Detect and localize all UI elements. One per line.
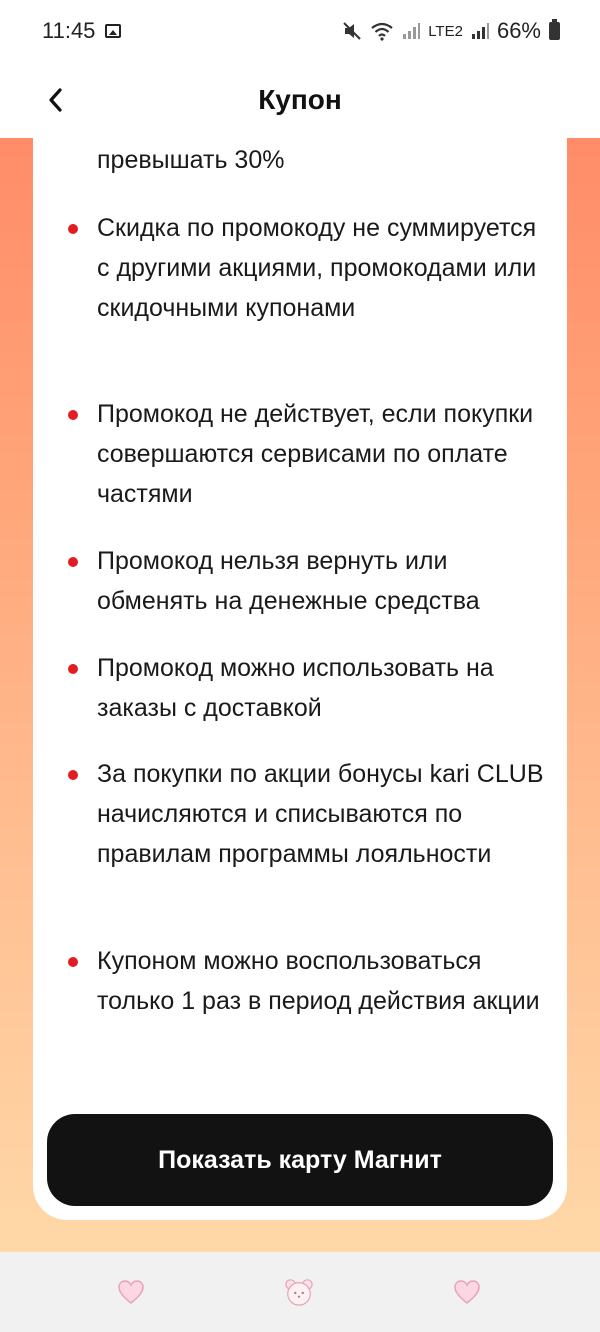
bullet-icon — [68, 557, 78, 567]
status-left — [42, 18, 121, 44]
header — [0, 62, 600, 138]
signal-icon — [471, 22, 489, 40]
rule-text: Промокод не действует, если покупки совершаются сервисами по оплате частями — [97, 400, 534, 508]
wifi-icon — [370, 21, 394, 41]
page-title: Купон — [258, 84, 342, 115]
signal-icon — [402, 22, 420, 40]
bullet-icon — [68, 224, 78, 234]
bullet-icon — [68, 664, 78, 674]
heart-icon[interactable] — [452, 1278, 482, 1306]
gallery-icon — [105, 24, 121, 38]
status-time: 11:45 — [42, 18, 96, 43]
battery-percent: 66% — [496, 18, 541, 43]
bear-icon[interactable] — [284, 1278, 314, 1306]
status-bar — [0, 0, 600, 62]
coupon-card — [33, 138, 567, 1220]
rule-text: Промокод нельзя вернуть или обменять на денежные средства — [97, 547, 480, 615]
rule-text: За покупки по акции бонусы kari CLUB начисляются и списываются по правилам программы лояльности — [97, 760, 544, 868]
bullet-icon — [68, 770, 78, 780]
battery-icon — [549, 22, 560, 40]
chevron-left-icon — [46, 86, 66, 114]
network-type: LTE2 — [428, 22, 463, 40]
heart-icon[interactable] — [116, 1278, 146, 1306]
rule-text: Купоном можно воспользоваться только 1 раз в период действия акции — [97, 947, 540, 1015]
bullet-icon — [68, 410, 78, 420]
back-button[interactable] — [38, 80, 74, 120]
rule-text: Промокод можно использовать на заказы с доставкой — [97, 654, 494, 722]
bottom-bar — [0, 1252, 600, 1332]
status-right — [342, 18, 560, 44]
mute-icon — [342, 21, 362, 41]
bullet-icon — [68, 957, 78, 967]
show-card-button[interactable]: Показать карту Магнит — [47, 1114, 553, 1206]
rule-continued-text: превышать 30% — [97, 146, 285, 174]
rule-text: Скидка по промокоду не суммируется с другими акциями, промокодами или скидочными купонами — [97, 214, 537, 322]
